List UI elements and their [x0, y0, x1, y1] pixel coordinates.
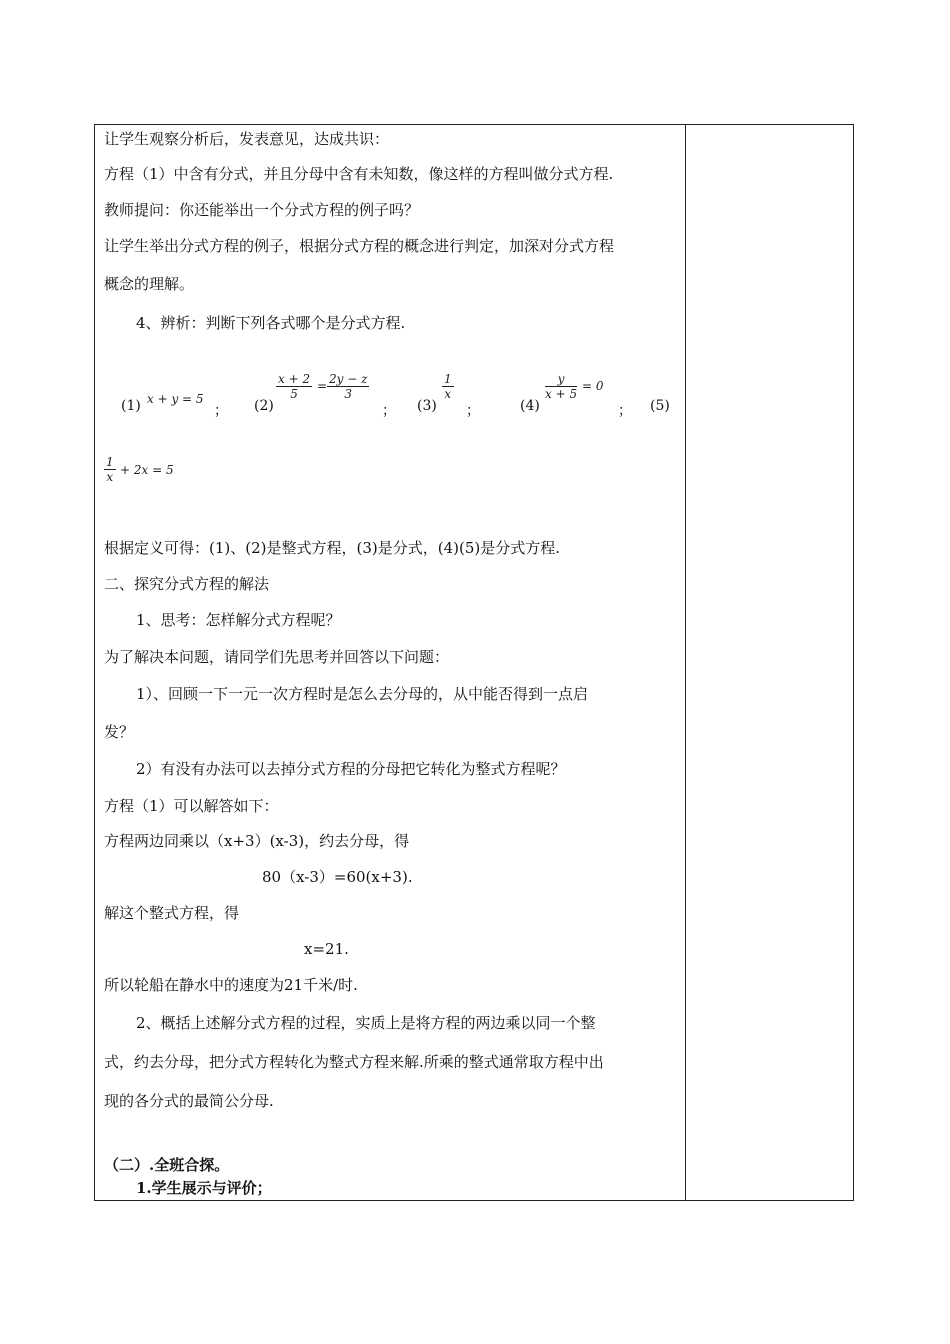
text-line: 1、思考：怎样解分式方程呢？ [136, 611, 341, 629]
separator: ； [466, 403, 480, 419]
separator: ； [214, 403, 228, 419]
fraction [104, 455, 116, 484]
eq-label: (4) [520, 398, 540, 414]
text-line: 所以轮船在静水中的速度为21千米/时. [104, 976, 358, 994]
text-line: 方程（1）中含有分式，并且分母中含有未知数，像这样的方程叫做分式方程. [104, 165, 614, 183]
text-line: 根据定义可得：(1)、(2)是整式方程，(3)是分式，(4)(5)是分式方程. [104, 539, 561, 557]
text-line: 教师提问：你还能举出一个分式方程的例子吗？ [104, 201, 420, 219]
equation-line: x=21. [304, 940, 349, 958]
separator: ； [382, 403, 396, 419]
text-line: 让学生举出分式方程的例子，根据分式方程的概念进行判定，加深对分式方程 [104, 237, 615, 255]
section-heading: 二、探究分式方程的解法 [104, 575, 270, 593]
denominator: x [444, 387, 452, 401]
eq-label: (5) [650, 398, 670, 414]
numerator: 1 [106, 455, 114, 469]
equation: x + y = 5 [147, 392, 204, 406]
text-line: 方程（1）可以解答如下： [104, 797, 279, 815]
text-line: 式，约去分母，把分式方程转化为整式方程来解.所乘的整式通常取方程中出 [104, 1053, 604, 1071]
text-line: 概念的理解。 [104, 275, 195, 293]
text-line: 4、辨析：判断下列各式哪个是分式方程. [136, 314, 406, 332]
denominator: x + 5 [545, 387, 578, 401]
text-line: 为了解决本问题，请同学们先思考并回答以下问题： [104, 648, 450, 666]
fraction [545, 372, 577, 401]
text-line: 发？ [104, 723, 135, 741]
equals-sign: = [317, 379, 328, 393]
numerator: y [545, 372, 577, 387]
numerator: 1 [444, 372, 452, 386]
fraction [327, 372, 369, 401]
eq-label: (3) [417, 398, 437, 414]
text-line: 现的各分式的最简公分母. [104, 1092, 274, 1110]
denominator: 3 [344, 387, 353, 401]
eq-label: (1) [121, 398, 141, 414]
text-line: 2）有没有办法可以去掉分式方程的分母把它转化为整式方程呢？ [136, 760, 566, 778]
fraction [442, 372, 454, 401]
text-line: 2、概括上述解分式方程的过程，实质上是将方程的两边乘以同一个整 [136, 1014, 596, 1032]
equation: + 2x = 5 [120, 463, 174, 477]
separator: ； [618, 403, 632, 419]
equation-rhs: = 0 [582, 379, 604, 393]
section-heading: （二）.全班合探。 [104, 1156, 230, 1174]
text-line: 解这个整式方程，得 [104, 904, 240, 922]
numerator: 2y − z [329, 372, 368, 386]
column-divider [685, 125, 686, 1200]
text-line: 1）、回顾一下一元一次方程时是怎么去分母的，从中能否得到一点启 [136, 685, 589, 703]
text-line: 让学生观察分析后，发表意见，达成共识： [104, 130, 390, 148]
eq-label: (2) [254, 398, 274, 414]
text-line: 1.学生展示与评价； [136, 1179, 272, 1197]
text-line: 方程两边同乘以（x+3）(x-3)，约去分母，得 [104, 832, 410, 850]
denominator: x [106, 470, 114, 484]
denominator: 5 [290, 387, 298, 401]
numerator: x + 2 [278, 372, 311, 386]
fraction [276, 372, 312, 401]
equation-line: 80（x-3）=60(x+3). [262, 868, 413, 886]
